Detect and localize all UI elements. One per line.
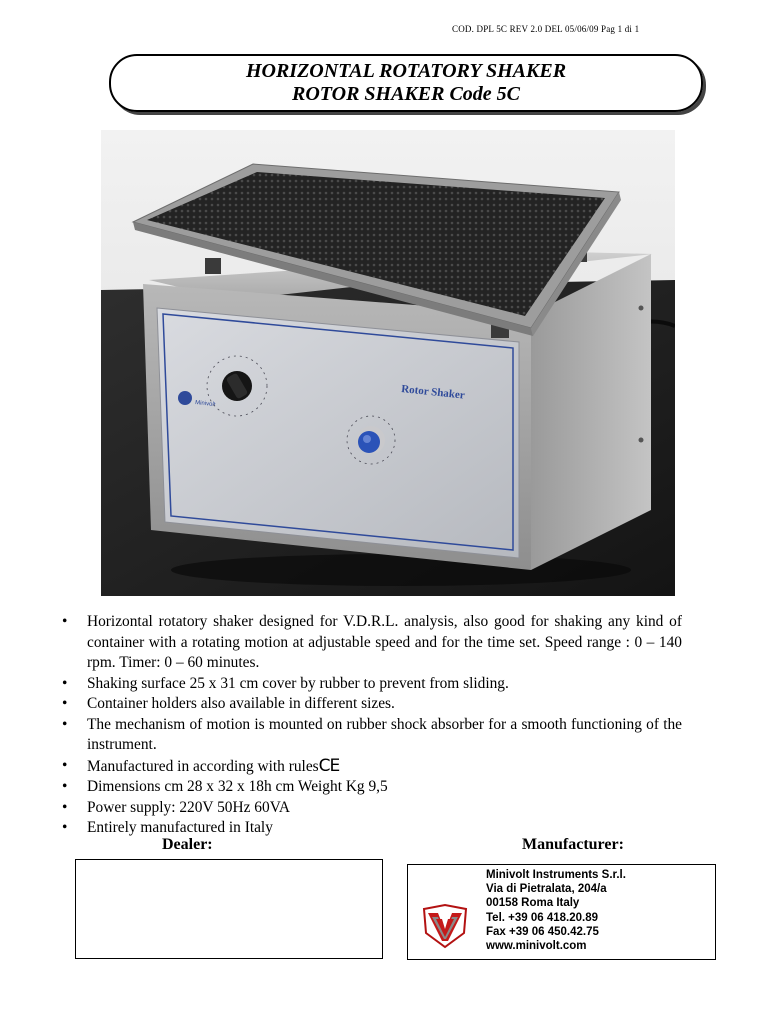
manufacturer-name: Minivolt Instruments S.r.l. [486,869,626,881]
panel-label: Rotor Shaker [400,383,466,402]
feature-item: • Power supply: 220V 50Hz 60VA [62,798,682,819]
minivolt-logo-icon [420,903,470,949]
bullet-icon: • [62,798,68,816]
bullet-icon: • [62,695,68,712]
feature-list [62,612,682,839]
product-photo [101,130,675,596]
feature-item: • Dimensions cm 28 x 32 x 18h cm Weight Kg 9,5 [62,777,682,798]
panel-brand: Minivolt [194,400,216,409]
bullet-icon: • [62,613,68,630]
manufacturer-address [486,868,626,953]
brand-logo-icon [178,391,192,405]
title-line-1: HORIZONTAL ROTATORY SHAKER [245,60,567,82]
manufacturer-city: 00158 Roma Italy [486,897,580,910]
document-reference: COD. DPL 5C REV 2.0 DEL 05/06/09 Pag 1 di 1 [452,24,640,34]
bullet-icon: • [62,756,68,774]
ce-mark-icon: CE [318,755,340,776]
feature-item: • The mechanism of motion is mounted on rubber shock absorber for a smooth functioning of the instrument. [62,715,682,753]
feature-item: • Container holders also available in different sizes. [62,694,682,715]
dealer-box [75,859,383,959]
title-box [109,54,703,112]
title-line-2: ROTOR SHAKER Code 5C [291,83,521,105]
bullet-icon: • [62,674,68,692]
bullet-icon: • [62,819,68,836]
manufacturer-website: www.minivolt.com [486,940,587,953]
feature-item: • Shaking surface 25 x 31 cm cover by rubber to prevent from sliding. [62,674,682,695]
bullet-icon: • [62,778,68,795]
feature-item: • Entirely manufactured in Italy [62,818,682,839]
feature-item: • Horizontal rotatory shaker designed for V.D.R.L. analysis, also good for shaking any kind of container with a rotating motion at adjustable speed and for the time set. Speed range : 0 – 140 rpm. Timer: 0 – 60 minutes. [62,613,682,671]
manufacturer-street: Via di Pietralata, 204/a [486,883,607,896]
manufacturer-tel: Tel. +39 06 418.20.89 [486,911,599,924]
dealer-label: Dealer: [162,836,213,853]
rotor-shaker-illustration [101,130,675,596]
manufacturer-box [407,864,716,960]
manufacturer-fax: Fax +39 06 450.42.75 [486,925,599,938]
feature-item: • Manufactured in according with rulesCE [62,755,340,776]
bullet-icon: • [62,715,68,733]
manufacturer-label: Manufacturer: [522,836,624,853]
